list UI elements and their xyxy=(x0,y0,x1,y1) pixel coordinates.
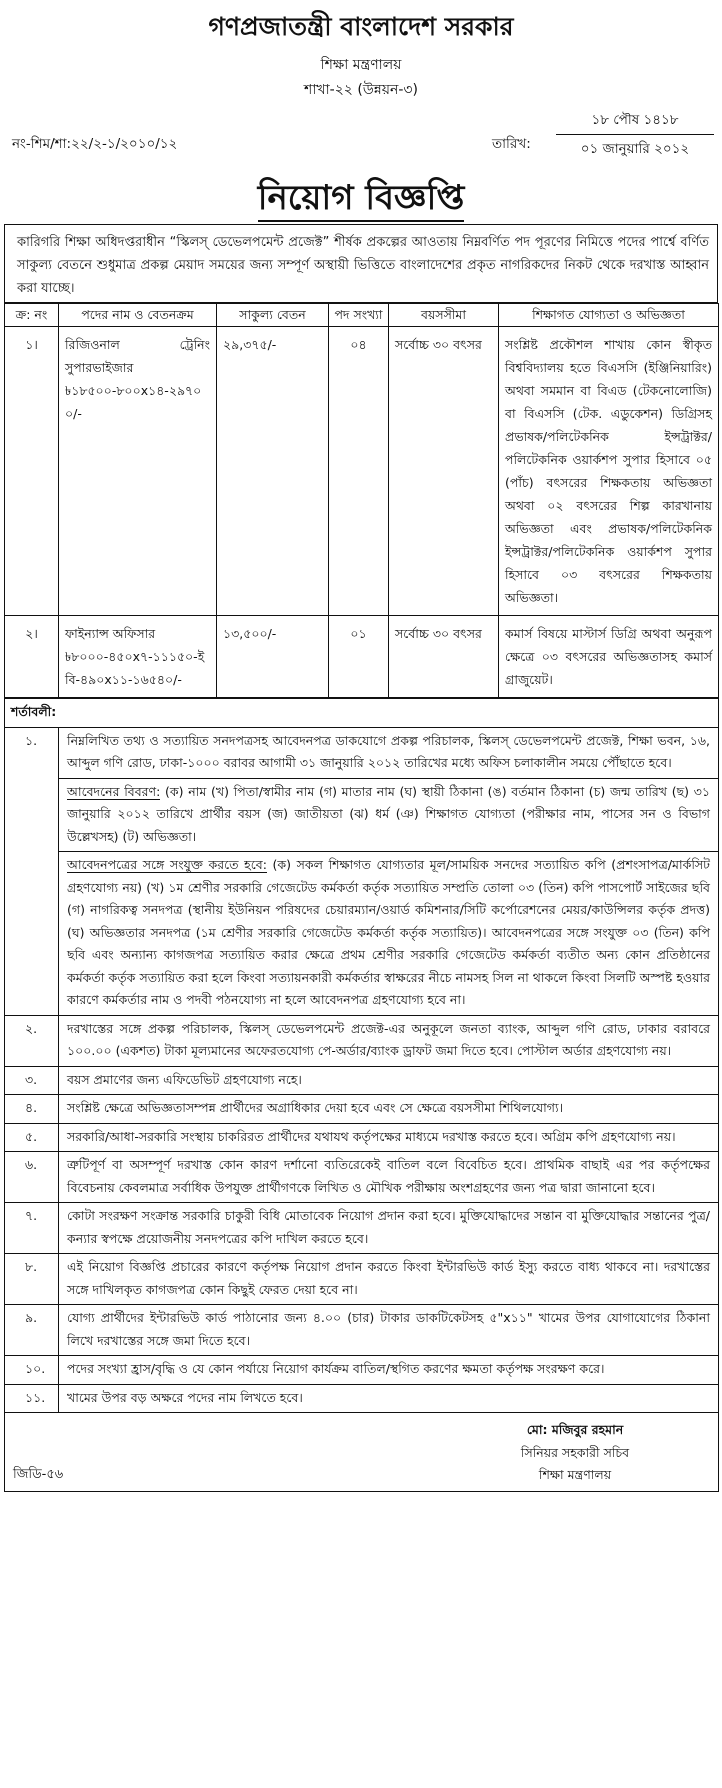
pay-scale: ৳১৮৫০০-৮০০x১৪-২৯৭০০/- xyxy=(65,383,202,421)
ministry-name: শিক্ষা মন্ত্রণালয় xyxy=(320,57,402,73)
date-english: ০১ জানুয়ারি ২০১২ xyxy=(580,140,690,157)
condition-text: পদের সংখ্যা হ্রাস/বৃদ্ধি ও যে কোন পর্যায়ে নিয়োগ কার্যক্রম বাতিল/স্থগিত করণের ক্ষমতা কর্তৃপক্ষ সংরক্ষণ করে। xyxy=(59,1356,719,1385)
row-qualification: কমার্স বিষয়ে মাস্টার্স ডিগ্রি অথবা অনুরূপ ক্ষেত্রে ০৩ বৎসরের অভিজ্ঞতাসহ কমার্স গ্রাজুয়েট। xyxy=(499,616,719,698)
condition-number: ৫. xyxy=(5,1123,59,1152)
condition-item xyxy=(5,1384,719,1413)
signatory-designation: সিনিয়র সহকারী সচিব xyxy=(520,1444,630,1460)
condition-number: ২. xyxy=(5,1015,59,1066)
condition-item xyxy=(5,1095,719,1124)
table-row xyxy=(5,327,719,616)
condition-text: দরখাস্তের সঙ্গে প্রকল্প পরিচালক, স্কিলস্ ডেভেলপমেন্ট প্রজেক্ট-এর অনুকূলে জনতা ব্যাংক, আব্দুল গণি রোড, ঢাকার বরাবরে ১০০.০০ (একশত) টাকা মূল্যমানের অফেরতযোগ্য পে-অর্ডার/ব্যাংক ড্রাফট জমা দিতে হবে। পোস্টাল অর্ডার গ্রহণযোগ্য নয়। xyxy=(59,1015,719,1066)
memo-number: নং-শিম/শা:২২/২-১/২০১০/১২ xyxy=(12,136,178,152)
condition-item xyxy=(5,727,719,1015)
condition-number: ৪. xyxy=(5,1095,59,1124)
condition-number: ৭. xyxy=(5,1203,59,1254)
condition-text: সংশ্লিষ্ট ক্ষেত্রে অভিজ্ঞতাসম্পন্ন প্রার্থীদের অগ্রাধিকার দেয়া হবে এবং সে ক্ষেত্রে বয়সসীমা শিথিলযোগ্য। xyxy=(59,1095,719,1124)
condition-1-attachments xyxy=(59,851,718,1012)
condition-item xyxy=(5,1356,719,1385)
condition-item xyxy=(5,1015,719,1066)
signatory-name: মো: মজিবুর রহমান xyxy=(526,1422,624,1437)
condition-item xyxy=(5,1254,719,1305)
signature-cell xyxy=(5,1413,719,1492)
posts-table-header xyxy=(5,304,719,327)
post-name: ফাইন্যান্স অফিসার xyxy=(65,626,156,641)
condition-text xyxy=(59,727,719,1015)
condition-number: ৯. xyxy=(5,1305,59,1356)
condition-1-submission: নিম্নলিখিত তথ্য ও সত্যায়িত সনদপত্রসহ আবেদনপত্র ডাকযোগে প্রকল্প পরিচালক, স্কিলস্ ডেভেলপমেন্ট প্রজেক্ট, শিক্ষা ভবন, ১৬, আব্দুল গণি রোড, ঢাকা-১০০০ বরাবর আগামী ৩১ জানুয়ারি ২০১২ তারিখের মধ্যে অফিস চলাকালীন সময়ে পৌঁছাতে হবে। xyxy=(67,732,710,770)
letterhead xyxy=(4,8,718,102)
condition-text: খামের উপর বড় অক্ষরে পদের নাম লিখতে হবে। xyxy=(59,1384,719,1413)
row-qualification: সংশ্লিষ্ট প্রকৌশল শাখায় কোন স্বীকৃত বিশ্ববিদ্যালয় হতে বিএসসি (ইঞ্জিনিয়ারিং) অথবা সমমান বা বিএড (টেকনোলোজি) বা বিএসসি (টেক. এডুকেশন) ডিগ্রিসহ প্রভাষক/পলিটেকনিক ইন্সট্রাক্টর/পলিটেকনিক ওয়ার্কশপ সুপার হিসাবে ০৫ (পাঁচ) বৎসরের শিক্ষকতায় অভিজ্ঞতা অথবা ০২ বৎসরের শিল্প কারখানায় অভিজ্ঞতা এবং প্রভাষক/পলিটেকনিক ইন্সট্রাক্টর/পলিটেকনিক ওয়ার্কশপ সুপার হিসাবে ০৩ বৎসরের শিক্ষকতায় অভিজ্ঞতা। xyxy=(499,327,719,616)
attachments-text: (ক) সকল শিক্ষাগত যোগ্যতার মূল/সাময়িক সনদের সত্যায়িত কপি (প্রশংসাপত্র/মার্কসিট গ্রহণযোগ্য নয়) (খ) ১ম শ্রেণীর সরকারি গেজেটেড কর্মকর্তা কর্তৃক সত্যায়িত সম্প্রতি তোলা ০৩ (তিন) কপি পাসপোর্ট সাইজের ছবি (গ) নাগরিকত্ব সনদপত্র (স্থানীয় ইউনিয়ন পরিষদের চেয়ারম্যান/ওয়ার্ড কমিশনার/সিটি কর্পোরেশনের মেয়র/কাউন্সিলর কর্তৃক প্রদত্ত) (ঘ) অভিজ্ঞতার সনদপত্র (১ম শ্রেণীর সরকারি গেজেটেড কর্মকর্তা কর্তৃক সত্যায়িত)। আবেদনপত্রের সঙ্গে সংযুক্ত ০৩ (তিন) কপি ছবি এবং অন্যান্য কাগজপত্র সত্যায়িত করার ক্ষেত্রে প্রথম শ্রেণীর সরকারি গেজেটেড কর্মকর্তা ব্যতীত অন্য কোন প্রতিষ্ঠানের কর্মকর্তা কর্তৃক সত্যায়িত করা হলে কিংবা সত্যায়নকারী কর্মকর্তার স্বাক্ষরের নীচে নামসহ সিল না থাকলে কিংবা সিলটি অস্পষ্ট হওয়ার কারণে কর্মকর্তার নাম ও পদবী পঠনযোগ্য না হলে আবেদনপত্র গ্রহণযোগ্য হবে না। xyxy=(67,857,710,1007)
main-table xyxy=(4,224,718,303)
pay-scale: ৳৮০০০-৪৫০x৭-১১১৫০-ইবি-৪৯০x১১-১৬৫৪০/- xyxy=(65,649,205,687)
condition-item xyxy=(5,1203,719,1254)
row-age: সর্বোচ্চ ৩০ বৎসর xyxy=(389,327,499,616)
condition-number: ৬. xyxy=(5,1152,59,1203)
header-quantity: পদ সংখ্যা xyxy=(329,304,389,327)
header-post: পদের নাম ও বেতনক্রম xyxy=(59,304,217,327)
row-serial: ১। xyxy=(5,327,59,616)
branch-name: শাখা-২২ (উন্নয়ন-৩) xyxy=(304,82,418,98)
condition-text: এই নিয়োগ বিজ্ঞপ্তি প্রচারের কারণে কর্তৃপক্ষ নিয়োগ প্রদান করতে কিংবা ইন্টারভিউ কার্ড ইস্যু করতে বাধ্য থাকবে না। দরখাস্তের সঙ্গে দাখিলকৃত কাগজপত্র কোন কিছুই ফেরত দেয়া হবে না। xyxy=(59,1254,719,1305)
notice-title-text: নিয়োগ বিজ্ঞপ্তি xyxy=(258,178,465,222)
row-age: সর্বোচ্চ ৩০ বৎসর xyxy=(389,616,499,698)
row-serial: ২। xyxy=(5,616,59,698)
header-age: বয়সসীমা xyxy=(389,304,499,327)
post-name: রিজিওনাল ট্রেনিং সুপারভাইজার xyxy=(65,337,210,375)
table-row xyxy=(5,616,719,698)
row-post xyxy=(59,327,217,616)
conditions-heading: শর্তাবলী: xyxy=(5,699,719,728)
attachments-label: আবেদনপত্রের সঙ্গে সংযুক্ত করতে হবে: xyxy=(67,857,267,872)
notice-title xyxy=(4,172,718,224)
government-title: গণপ্রজাতন্ত্রী বাংলাদেশ সরকার xyxy=(208,12,514,41)
condition-number: ১১. xyxy=(5,1384,59,1413)
header-qualification: শিক্ষাগত যোগ্যতা ও অভিজ্ঞতা xyxy=(499,304,719,327)
row-quantity: ০১ xyxy=(329,616,389,698)
signature-block xyxy=(460,1419,690,1487)
condition-text: সরকারি/আধা-সরকারি সংস্থায় চাকরিরত প্রার্থীদের যথাযথ কর্তৃপক্ষের মাধ্যমে দরখাস্ত করতে হবে। অগ্রিম কপি গ্রহণযোগ্য নয়। xyxy=(59,1123,719,1152)
details-label: আবেদনের বিবরণ: xyxy=(67,783,161,799)
condition-number: ৮. xyxy=(5,1254,59,1305)
condition-number: ৩. xyxy=(5,1066,59,1095)
condition-text: কোটা সংরক্ষণ সংক্রান্ত সরকারি চাকুরী বিধি মোতাবেক নিয়োগ প্রদান করা হবে। মুক্তিযোদ্ধাদের সন্তান বা মুক্তিযোদ্ধার সন্তানের পুত্র/কন্যার স্বপক্ষে প্রয়োজনীয় সনদপত্রের কপি দাখিল করতে হবে। xyxy=(59,1203,719,1254)
condition-number: ১০. xyxy=(5,1356,59,1385)
row-post xyxy=(59,616,217,698)
details-text: (ক) নাম (খ) পিতা/স্বামীর নাম (গ) মাতার নাম (ঘ) স্থায়ী ঠিকানা (ঙ) বর্তমান ঠিকানা (চ) জন্ম তারিখ (ছ) ৩১ জানুয়ারি ২০১২ তারিখে প্রার্থীর বয়স (জ) জাতীয়তা (ঝ) ধর্ম (ঞ) শিক্ষাগত যোগ্যতা (পরীক্ষার নাম, পাসের সন ও বিভাগ উল্লেখসহ) (ট) অভিজ্ঞতা। xyxy=(67,783,710,844)
conditions-table xyxy=(4,698,719,1492)
date-bangla: ১৮ পৌষ ১৪১৮ xyxy=(556,110,714,135)
condition-1-details xyxy=(59,778,718,849)
date-label: তারিখ: xyxy=(492,136,531,152)
header-salary: সাকুল্য বেতন xyxy=(217,304,329,327)
condition-item xyxy=(5,1066,719,1095)
condition-text: যোগ্য প্রার্থীদের ইন্টারভিউ কার্ড পাঠানোর জন্য ৪.০০ (চার) টাকার ডাকটিকেটসহ ৫"x১১" খামের উপর যোগাযোগের ঠিকানা লিখে দরখাস্তের সঙ্গে জমা দিতে হবে। xyxy=(59,1305,719,1356)
posts-table xyxy=(4,303,719,698)
row-quantity: ০৪ xyxy=(329,327,389,616)
intro-paragraph: কারিগরি শিক্ষা অধিদপ্তরাধীন “স্কিলস্ ডেভেলপমেন্ট প্রজেক্ট” শীর্ষক প্রকল্পের আওতায় নিম্নবর্ণিত পদ পূরণের নিমিত্তে পদের পার্শ্বে বর্ণিত সাকুল্য বেতনে শুধুমাত্র প্রকল্প মেয়াদ সময়ের জন্য সম্পূর্ণ অস্থায়ী ভিত্তিতে বাংলাদেশের প্রকৃত নাগরিকদের নিকট থেকে দরখাস্ত আহ্বান করা যাচ্ছে। xyxy=(5,225,718,303)
date-box xyxy=(556,110,714,160)
condition-text: বয়স প্রমাণের জন্য এফিডেভিট গ্রহণযোগ্য নহে। xyxy=(59,1066,719,1095)
condition-item xyxy=(5,1152,719,1203)
gd-number: জিডি-৫৬ xyxy=(13,1467,64,1482)
reference-row xyxy=(4,106,718,172)
signature-row xyxy=(5,1413,719,1492)
row-salary: ২৯,৩৭৫/- xyxy=(217,327,329,616)
condition-item xyxy=(5,1305,719,1356)
signatory-office: শিক্ষা মন্ত্রণালয় xyxy=(538,1467,612,1482)
condition-number: ১. xyxy=(5,727,59,1015)
condition-text: ত্রুটিপূর্ণ বা অসম্পূর্ণ দরখাস্ত কোন কারণ দর্শানো ব্যতিরেকেই বাতিল বলে বিবেচিত হবে। প্রাথমিক বাছাই এর পর কর্তৃপক্ষের বিবেচনায় কেবলমাত্র সর্বাধিক উপযুক্ত প্রার্থীগণকে লিখিত ও মৌখিক পরীক্ষায় অংশগ্রহণের জন্য পত্র দ্বারা জানানো হবে। xyxy=(59,1152,719,1203)
row-salary: ১৩,৫০০/- xyxy=(217,616,329,698)
header-serial: ক্র: নং xyxy=(5,304,59,327)
condition-item xyxy=(5,1123,719,1152)
